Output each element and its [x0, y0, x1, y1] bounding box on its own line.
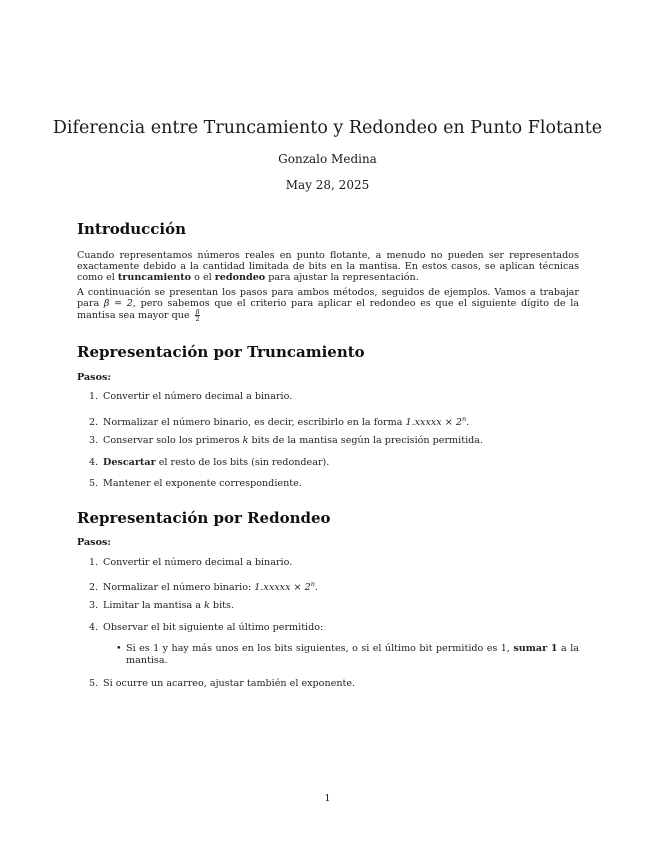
bullet-text-b: a la mantisa.	[126, 643, 579, 666]
truncation-step-2	[89, 413, 579, 429]
bullet-text	[126, 643, 579, 666]
step-math: k	[242, 435, 249, 446]
bullet-bold: sumar 1	[513, 643, 558, 654]
truncation-step-5	[89, 478, 579, 490]
step-number: 3.	[89, 435, 99, 446]
step-number: 2.	[89, 582, 99, 594]
step-math: 1.xxxxx × 2	[405, 417, 462, 429]
rounding-steps-label: Pasos:	[77, 537, 111, 548]
step-text: Conservar solo los primeros	[103, 435, 243, 446]
fraction-denominator: 2	[195, 315, 200, 323]
intro-p2-fraction	[195, 309, 201, 322]
intro-paragraph-1	[77, 250, 579, 283]
step-number: 1.	[89, 557, 99, 568]
step-text: Convertir el número decimal a binario.	[103, 391, 293, 402]
step-number: 4.	[89, 622, 99, 633]
step-math-exponent: n	[461, 415, 467, 423]
fraction-numerator: β	[195, 308, 200, 316]
step-text: Si ocurre un acarreo, ajustar también el exponente.	[103, 678, 356, 689]
step-number: 1.	[89, 391, 99, 402]
step-number: 5.	[89, 678, 99, 689]
document-author: Gonzalo Medina	[278, 152, 377, 166]
bullet-icon: •	[116, 643, 122, 654]
step-number: 5.	[89, 478, 99, 489]
step-number: 3.	[89, 600, 99, 611]
document-title: Diferencia entre Truncamiento y Redondeo en Punto Flotante	[52, 118, 603, 138]
intro-p2-text-a: A continuación se presentan los pasos para ambos métodos, seguidos de ejemplos. Vamos a trabajar para	[77, 287, 579, 309]
rounding-step-4	[89, 622, 579, 634]
page-number: 1	[324, 793, 331, 804]
step-text: Normalizar el número binario, es decir, escribirlo en la forma	[103, 417, 406, 429]
truncation-step-1	[89, 391, 579, 403]
step-text: Convertir el número decimal a binario.	[103, 557, 293, 568]
intro-p2-beta: β = 2	[103, 298, 133, 309]
step-number: 2.	[89, 417, 99, 429]
truncation-step-4	[89, 457, 579, 469]
intro-p1-truncamiento: truncamiento	[117, 272, 192, 283]
section-heading-truncamiento: Representación por Truncamiento	[77, 343, 365, 361]
step-text-end: bits de la mantisa según la precisión permitida.	[248, 435, 484, 446]
rounding-step-5	[89, 678, 579, 690]
section-heading-introduccion: Introducción	[77, 220, 187, 238]
rounding-step-3	[89, 600, 579, 612]
step-math: 1.xxxxx × 2	[254, 582, 311, 594]
document-date: May 28, 2025	[285, 178, 370, 192]
rounding-step-4-bullet	[116, 643, 579, 666]
rounding-step-2	[89, 578, 579, 594]
intro-p1-text-e: para ajustar la representación.	[265, 272, 419, 283]
step-text: Mantener el exponente correspondiente.	[103, 478, 302, 489]
intro-p1-text-c: o el	[191, 272, 215, 283]
rounding-step-1	[89, 557, 579, 569]
step-text: Normalizar el número binario:	[103, 582, 255, 594]
step-text-end: .	[314, 582, 318, 594]
step-text-end: bits.	[209, 600, 234, 611]
step-text: Observar el bit siguiente al último permitido:	[103, 622, 324, 633]
step-number: 4.	[89, 457, 99, 468]
step-math: k	[204, 600, 210, 611]
section-heading-redondeo: Representación por Redondeo	[77, 509, 331, 527]
intro-p2-text-b: , pero sabemos que el criterio para aplicar el redondeo es que el siguiente dígito de la mantisa sea mayor que	[77, 298, 579, 321]
intro-paragraph-2	[77, 287, 579, 322]
intro-p1-redondeo: redondeo	[214, 272, 266, 283]
step-bold: Descartar	[103, 457, 156, 468]
step-text: Limitar la mantisa a	[103, 600, 205, 611]
step-text-end: .	[466, 417, 470, 429]
bullet-text-a: Si es 1 y hay más unos en los bits siguientes, o si el último bit permitido es 1,	[126, 643, 514, 654]
intro-p1-text-a: Cuando representamos números reales en punto flotante, a menudo no pueden ser representados exactamente debido a la cantidad limitada de bits en la mantisa. En estos casos, se aplican técnicas como el	[77, 250, 579, 283]
step-text: el resto de los bits (sin redondear).	[155, 457, 330, 468]
step-math-exponent: n	[310, 580, 315, 588]
truncation-steps-label: Pasos:	[77, 372, 111, 383]
truncation-step-3	[89, 435, 579, 447]
